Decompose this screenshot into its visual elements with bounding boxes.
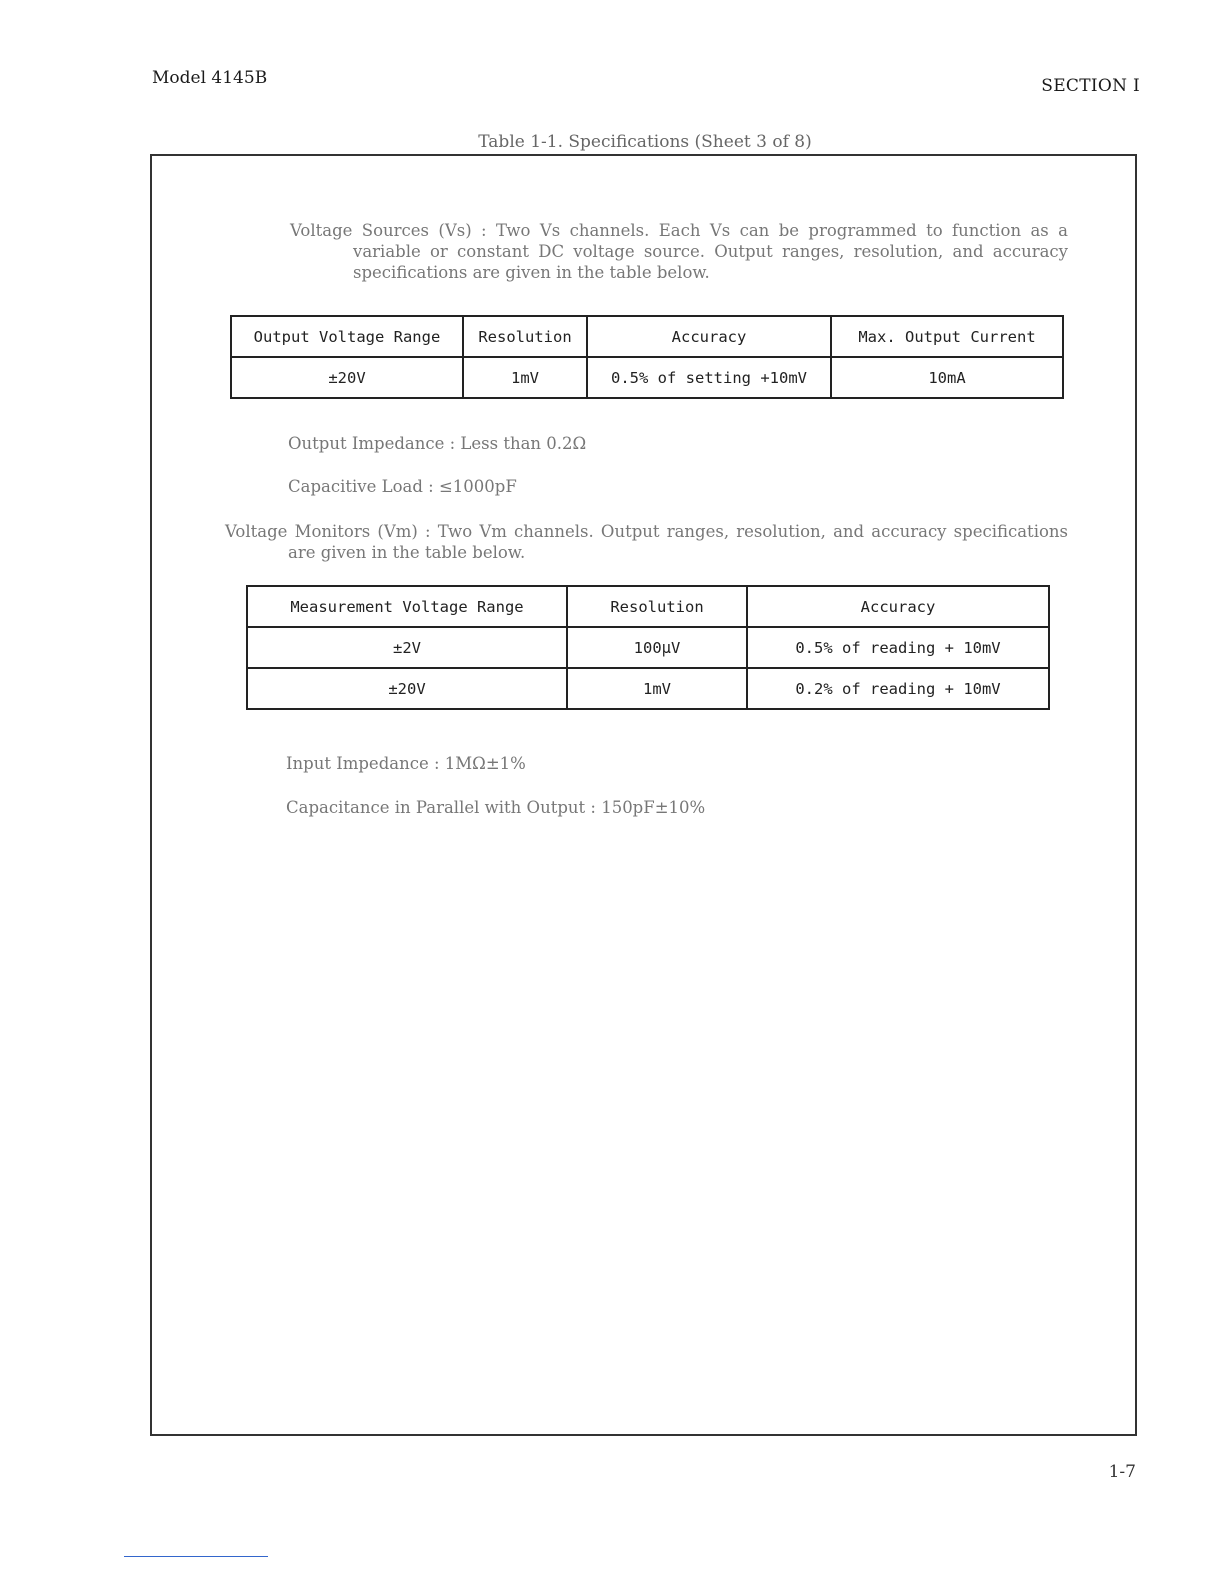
page-number: 1-7 [1108,1462,1136,1482]
column-header: Resolution [567,586,747,627]
column-header: Resolution [463,316,587,357]
spec-frame [150,154,1137,1436]
table-cell: 100μV [567,627,747,668]
voltage-monitors-table [246,585,1050,710]
column-header: Measurement Voltage Range [247,586,567,627]
table-caption: Table 1-1. Specifications (Sheet 3 of 8) [478,132,812,152]
table-cell: 1mV [567,668,747,709]
section-header: SECTION I [1041,76,1140,96]
column-header: Output Voltage Range [231,316,463,357]
output-impedance: Output Impedance : Less than 0.2Ω [288,434,587,453]
table-cell: 10mA [831,357,1063,398]
table-cell: 0.2% of reading + 10mV [747,668,1049,709]
input-impedance: Input Impedance : 1MΩ±1% [286,754,526,773]
model-header: Model 4145B [152,68,268,88]
column-header: Accuracy [747,586,1049,627]
capacitive-load: Capacitive Load : ≤1000pF [288,477,517,496]
table-cell: 1mV [463,357,587,398]
table-row [231,357,1063,398]
table-cell: ±20V [231,357,463,398]
voltage-sources-table [230,315,1064,399]
voltage-monitors-paragraph: Voltage Monitors (Vm) : Two Vm channels. Output ranges, resolution, and accuracy specifications are given in the table below. [225,522,1068,562]
table-cell: ±2V [247,627,567,668]
table-header-row [247,586,1049,627]
table-cell: 0.5% of reading + 10mV [747,627,1049,668]
table-cell: ±20V [247,668,567,709]
table-header-row [231,316,1063,357]
capacitance-parallel: Capacitance in Parallel with Output : 150pF±10% [286,798,706,817]
table-cell: 0.5% of setting +10mV [587,357,831,398]
table-row [247,668,1049,709]
footer-rule [124,1556,268,1557]
column-header: Accuracy [587,316,831,357]
table-row [247,627,1049,668]
voltage-sources-paragraph: Voltage Sources (Vs) : Two Vs channels. Each Vs can be programmed to function as a variable or constant DC voltage source. Output ranges, resolution, and accuracy specifications are given in the table below. [290,221,1068,282]
column-header: Max. Output Current [831,316,1063,357]
